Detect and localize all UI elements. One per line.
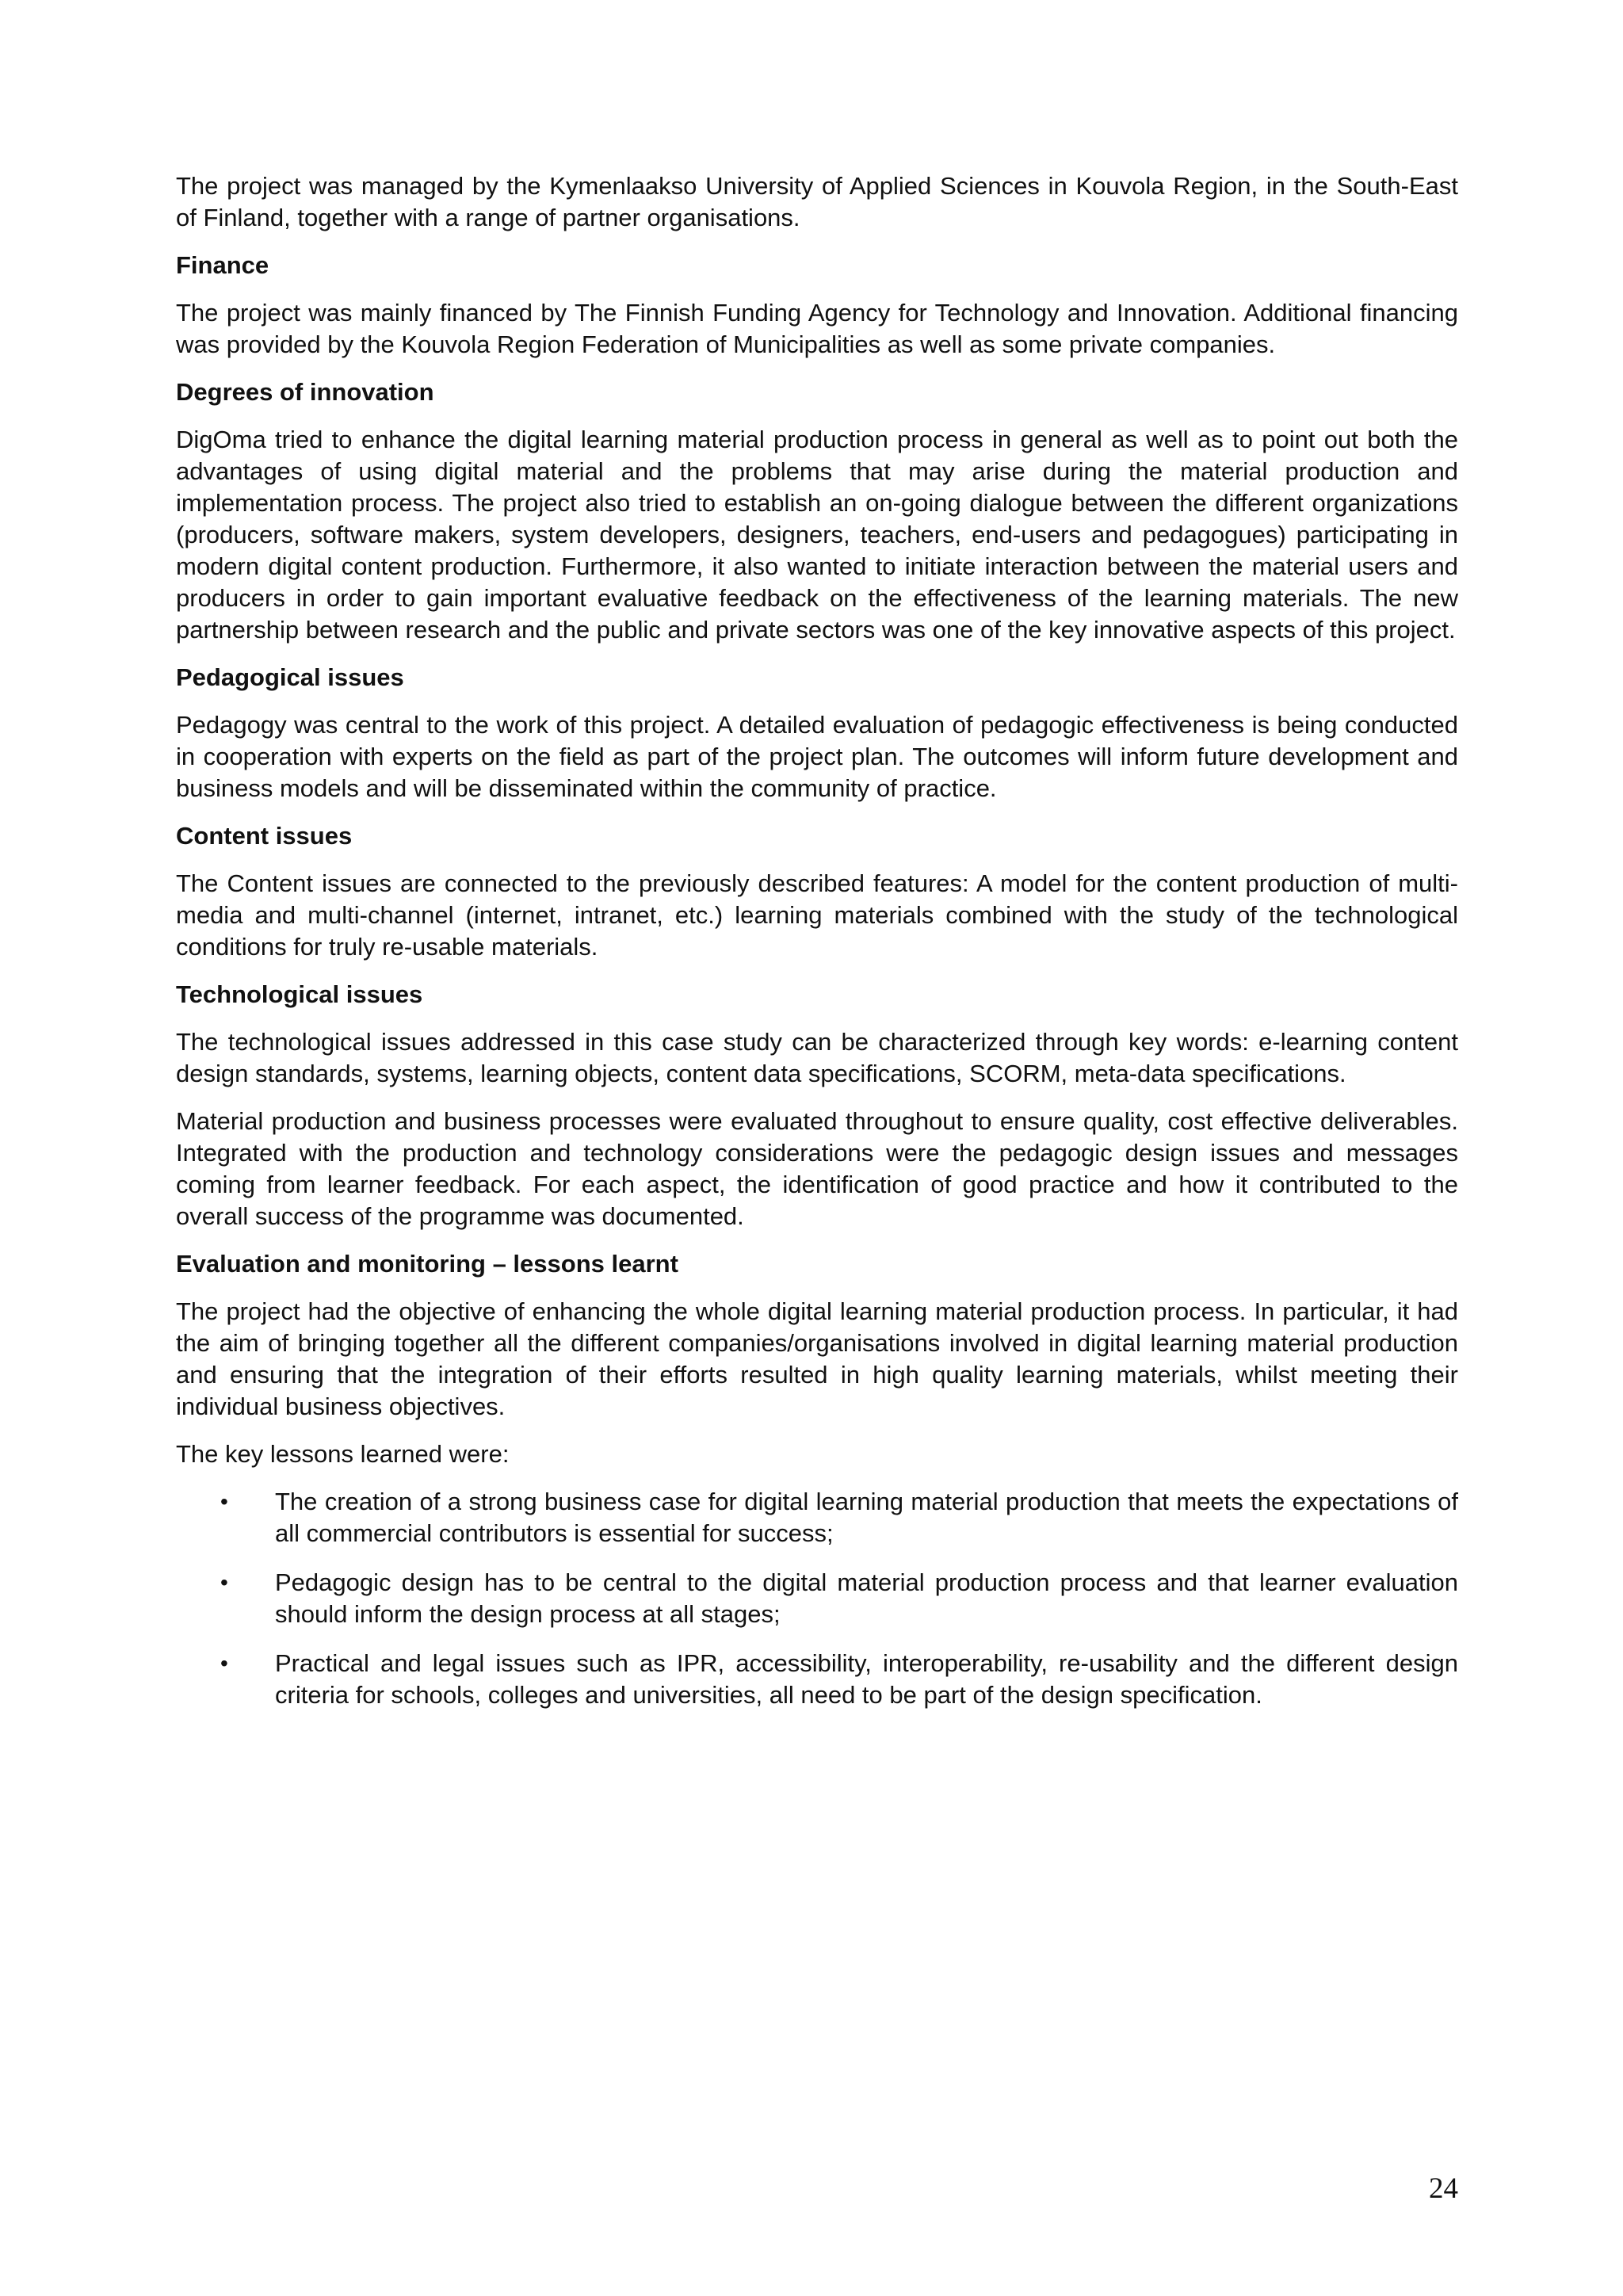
content-heading: Content issues — [176, 822, 353, 850]
list-item — [176, 1567, 1458, 1630]
bullet-icon: • — [220, 1651, 228, 1675]
content-paragraph: The Content issues are connected to the previously described features: A model for the content production of multi-media and multi-channel (internet, intranet, etc.) learning materials combined with the study of the technological conditions for truly re-usable materials. — [176, 869, 1458, 961]
evaluation-paragraph: The project had the objective of enhancing the whole digital learning material production process. In particular, it had the aim of bringing together all the different companies/organisations involved in digital learning material production and ensuring that the integration of their efforts resulted in high quality learning materials, whilst meeting their individual business objectives. — [176, 1297, 1458, 1420]
lesson-text: Practical and legal issues such as IPR, accessibility, interoperability, re-usability and the different design criteria for schools, colleges and universities, all need to be part of the design specification. — [275, 1649, 1458, 1709]
document-page — [176, 170, 1458, 1729]
page-number: 24 — [1429, 2172, 1458, 2205]
bullet-icon: • — [220, 1570, 228, 1595]
finance-heading: Finance — [176, 251, 269, 279]
pedagogical-paragraph: Pedagogy was central to the work of this project. A detailed evaluation of pedagogic effectiveness is being conducted in cooperation with experts on the field as part of the project plan. The outcomes will inform future development and business models and will be disseminated within the community of practice. — [176, 711, 1458, 802]
innovation-heading: Degrees of innovation — [176, 378, 434, 406]
lessons-intro: The key lessons learned were: — [176, 1440, 510, 1468]
innovation-paragraph: DigOma tried to enhance the digital learning material production process in general as well as to point out both the advantages of using digital material and the problems that may arise during the material production and implementation process. The project also tried to establish an on-going dialogue between the different organizations (producers, software makers, system developers, designers, teachers, end-users and pedagogues) participating in modern digital content production. Furthermore, it also wanted to initiate interaction between the material users and producers in order to gain important evaluative feedback on the effectiveness of the learning materials. The new partnership between research and the public and private sectors was one of the key innovative aspects of this project. — [176, 426, 1458, 644]
list-item — [176, 1486, 1458, 1549]
technological-heading: Technological issues — [176, 980, 423, 1008]
bullet-icon: • — [220, 1489, 228, 1514]
evaluation-heading: Evaluation and monitoring – lessons learnt — [176, 1250, 678, 1278]
technological-paragraph-2: Material production and business processes were evaluated throughout to ensure quality, cost effective deliverables. Integrated with the production and technology considerations were the pedagogic design issues and messages coming from learner feedback. For each aspect, the identification of good practice and how it contributed to the overall success of the programme was documented. — [176, 1107, 1458, 1230]
pedagogical-heading: Pedagogical issues — [176, 663, 404, 691]
intro-paragraph: The project was managed by the Kymenlaakso University of Applied Sciences in Kouvola Region, in the South-East of Finland, together with a range of partner organisations. — [176, 172, 1458, 231]
technological-paragraph-1: The technological issues addressed in this case study can be characterized through key words: e-learning content design standards, systems, learning objects, content data specifications, SCORM, meta-data specifications. — [176, 1028, 1458, 1087]
list-item — [176, 1648, 1458, 1711]
lesson-text: Pedagogic design has to be central to the digital material production process and that learner evaluation should inform the design process at all stages; — [275, 1568, 1458, 1628]
finance-paragraph: The project was mainly financed by The Finnish Funding Agency for Technology and Innovation. Additional financing was provided by the Kouvola Region Federation of Municipalities as well as some private companies. — [176, 299, 1458, 358]
lesson-text: The creation of a strong business case for digital learning material production that meets the expectations of all commercial contributors is essential for success; — [275, 1488, 1458, 1547]
lessons-list — [176, 1486, 1458, 1711]
